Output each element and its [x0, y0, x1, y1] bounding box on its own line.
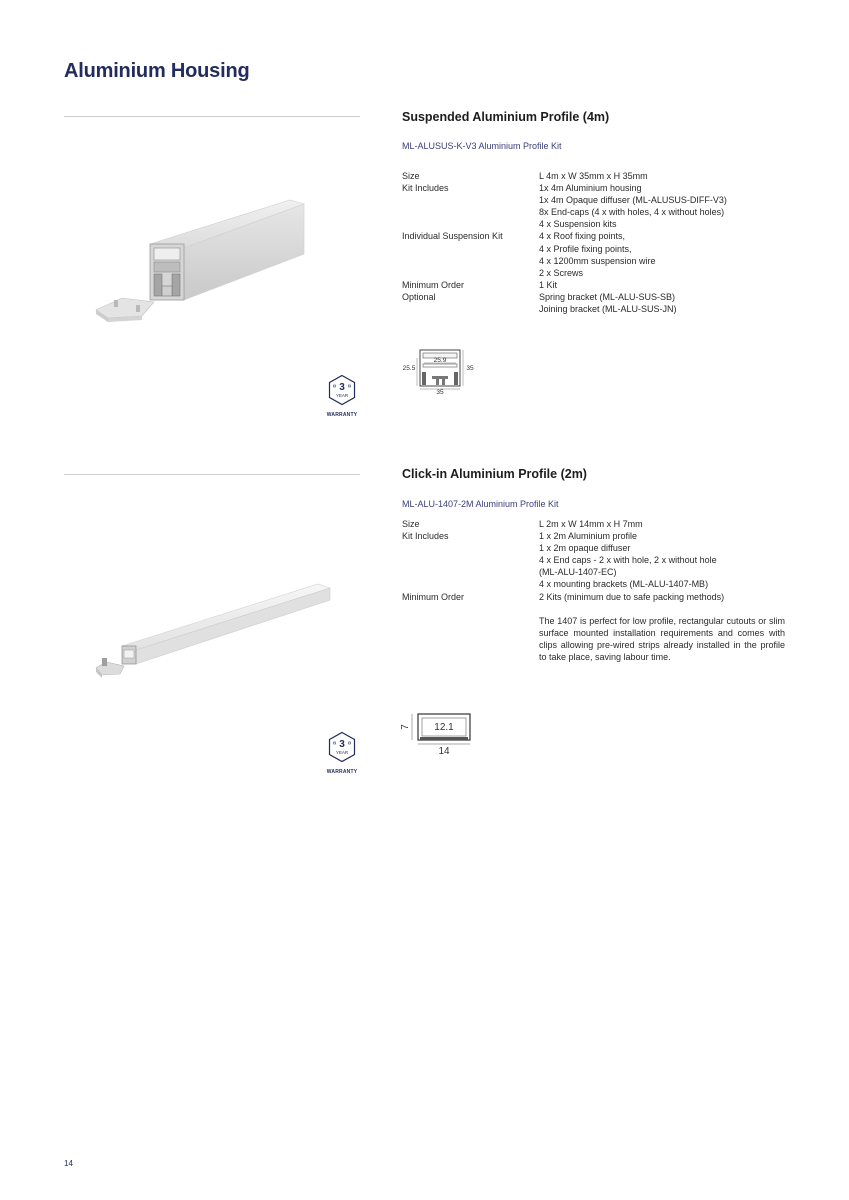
- section-divider: [64, 116, 360, 117]
- spec-row-minimum-order: [402, 591, 792, 603]
- spec-value: 4 x Profile fixing points,: [539, 243, 632, 254]
- kit-code: ML-ALUSUS-K-V3 Aluminium Profile Kit: [402, 141, 562, 151]
- spec-value: 2 Kits (minimum due to safe packing methods): [539, 591, 725, 602]
- spec-row-size: [402, 170, 792, 182]
- spec-row-size: [402, 518, 792, 530]
- product-image: [92, 192, 308, 330]
- spec-value: 4 x End caps - 2 x with hole, 2 x without hole: [539, 555, 717, 566]
- spec-value: 1 Kit: [539, 279, 558, 290]
- diagram-width: 14: [438, 746, 450, 757]
- spec-value: Joining bracket (ML-ALU-SUS-JN): [539, 304, 677, 315]
- product-image: [92, 578, 334, 684]
- kit-code: ML-ALU-1407-2M Aluminium Profile Kit: [402, 499, 559, 509]
- product-title: Suspended Aluminium Profile (4m): [402, 110, 610, 124]
- warranty-hexagon-icon: [328, 731, 356, 763]
- product-title: Click-in Aluminium Profile (2m): [402, 467, 587, 481]
- spec-row-kit-includes: [402, 182, 792, 230]
- page-title: Aluminium Housing: [64, 60, 250, 82]
- spec-label: Minimum Order: [402, 279, 465, 290]
- spec-label: Minimum Order: [402, 591, 465, 602]
- warranty-years: 3: [339, 382, 345, 393]
- spec-label: Optional: [402, 291, 436, 302]
- warranty-label: WARRANTY: [326, 769, 358, 775]
- product-description: The 1407 is perfect for low profile, rectangular cutouts or slim surface mounted installation requirements and comes with clips allowing pre-wired strips already installed in the profile to take place, saving labour time.: [539, 616, 785, 663]
- spec-value: 4 x Roof fixing points,: [539, 231, 626, 242]
- warranty-hexagon-icon: [328, 374, 356, 406]
- spec-value: L 2m x W 14mm x H 7mm: [539, 519, 643, 529]
- diagram-height: 7: [400, 724, 411, 730]
- diagram-inner-width: 25.9: [433, 357, 447, 364]
- spec-value: 2 x Screws: [539, 267, 584, 278]
- warranty-unit: YEAR: [335, 393, 349, 398]
- spec-table: [402, 170, 792, 315]
- spec-value: 4 x Suspension kits: [539, 219, 617, 230]
- spec-label: Kit Includes: [402, 531, 449, 542]
- diagram-inner-width: 12.1: [434, 722, 454, 733]
- spec-table: [402, 518, 792, 603]
- warranty-badge: [322, 374, 362, 418]
- spec-value: 1x 4m Aluminium housing: [539, 183, 642, 194]
- spec-label: Individual Suspension Kit: [402, 231, 503, 242]
- spec-value: 4 x 1200mm suspension wire: [539, 255, 656, 266]
- spec-row-kit-includes: [402, 530, 792, 590]
- spec-value: 8x End-caps (4 x with holes, 4 x without holes): [539, 207, 725, 218]
- spec-value: Spring bracket (ML-ALU-SUS-SB): [539, 291, 676, 302]
- spec-label: Kit Includes: [402, 183, 449, 194]
- spec-value: 1 x 2m Aluminium profile: [539, 531, 638, 542]
- profile-diagram: [398, 344, 482, 396]
- spec-row-suspension-kit: [402, 230, 792, 278]
- diagram-left-height: 25.5: [402, 365, 416, 372]
- spec-value: L 4m x W 35mm x H 35mm: [539, 171, 648, 181]
- spec-label: Size: [402, 171, 420, 181]
- warranty-label: WARRANTY: [326, 412, 358, 418]
- spec-value: 4 x mounting brackets (ML-ALU-1407-MB): [539, 579, 709, 590]
- warranty-years: 3: [339, 739, 345, 750]
- diagram-right-height: 35: [466, 365, 474, 372]
- spec-value: 1 x 2m opaque diffuser: [539, 543, 631, 554]
- spec-row-optional: [402, 291, 792, 315]
- warranty-badge: [322, 731, 362, 775]
- spec-value: 1x 4m Opaque diffuser (ML-ALUSUS-DIFF-V3): [539, 195, 727, 206]
- warranty-unit: YEAR: [335, 750, 349, 755]
- page-number: 14: [64, 1159, 73, 1168]
- profile-diagram: [396, 710, 478, 758]
- spec-value: (ML-ALU-1407-EC): [539, 567, 617, 578]
- section-divider: [64, 474, 360, 475]
- spec-label: Size: [402, 519, 420, 529]
- spec-row-minimum-order: [402, 279, 792, 291]
- diagram-width: 35: [436, 389, 444, 396]
